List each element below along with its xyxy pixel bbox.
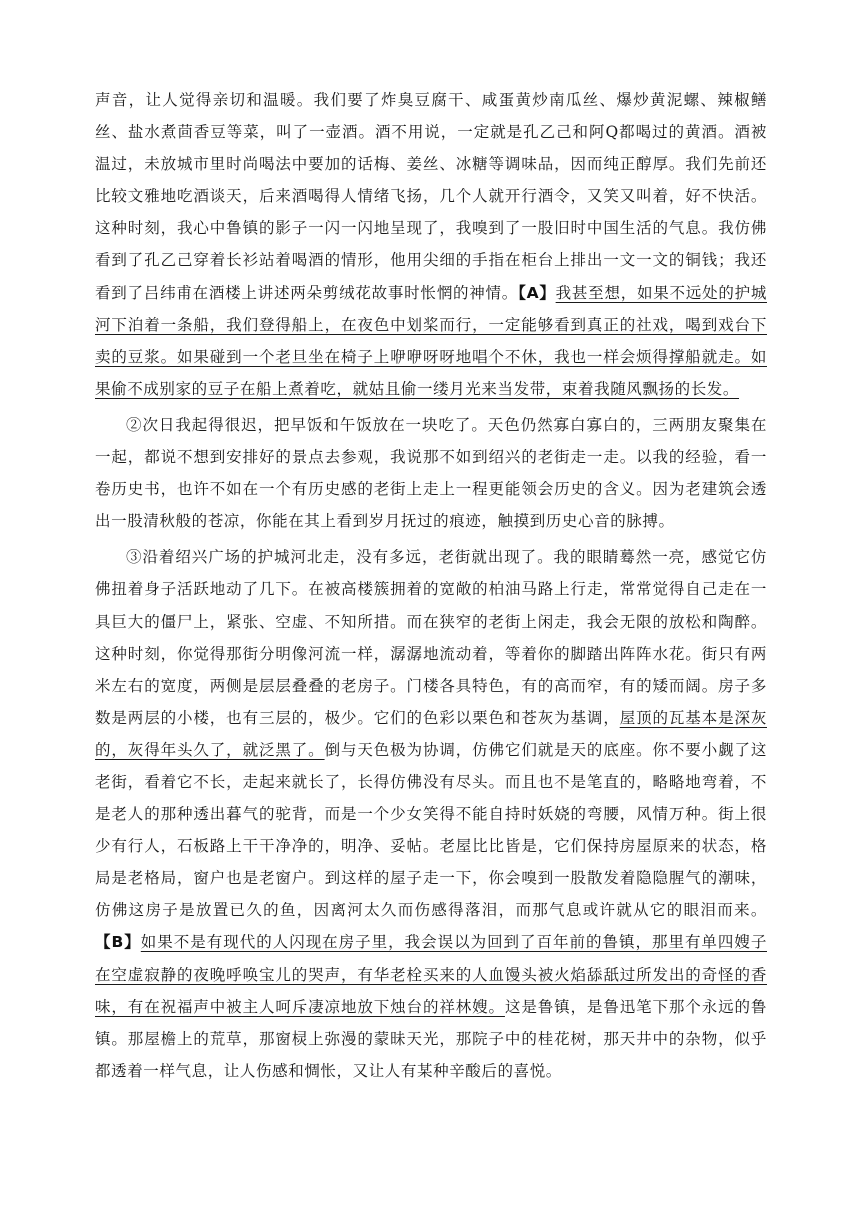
marker-a: 【A】 <box>518 283 556 302</box>
paragraph-3-text-middle: 倒与天色极为协调，仿佛它们就是天的底座。你不要小觑了这老街，看着它不长，走起来就长了，长得仿佛没有尽头。而且也不是笔直的，略略地弯着，不是老人的那种透出暮气的驼背，而是一个少女笑得不能自持时妖娆的弯腰，风情万种。街上很少有行人，石板路上干干净净的，明净、妥帖。老屋比比皆是，它们保持房屋原来的状态，格局是老格局，窗户也是老窗户。到这样的屋子走一下，你会嗅到一股散发着隐隐腥气的潮味，仿佛这房子是放置已久的鱼，因离河太久而伤感得落泪，而那气息或许就从它的眼泪而来。 <box>95 740 768 920</box>
paragraph-3-text-end: 这是鲁镇，是鲁迅笔下那个永远的鲁镇。那屋檐上的荒草，那窗棂上弥漫的蒙昧天光，那院子中的桂花树，那天井中的杂物，似乎都透着一样气息，让人伤感和惆怅，又让人有某种辛酸后的喜悦。 <box>95 997 767 1080</box>
underlined-passage-a: 我甚至想，如果不远处的护城河下泊着一条船，我们登得船上，在夜色中划桨而行，一定能够看到真正的社戏，喝到戏台下卖的豆浆。如果碰到一个老旦坐在椅子上咿咿呀呀地唱个不休，我也一样会烦得撑船就走。如果偷不成别家的豆子在船上煮着吃，就姑且偷一缕月光来当发带，束着我随风飘扬的长发。 <box>95 283 767 398</box>
marker-b: 【B】 <box>95 933 141 952</box>
paragraph-3 <box>95 541 767 1087</box>
document-page <box>95 84 767 1091</box>
paragraph-1 <box>95 84 767 405</box>
paragraph-3-text-start: ③沿着绍兴广场的护城河北走，没有多远，老街就出现了。我的眼睛蓦然一亮，感觉它仿佛扭着身子活跃地动了几下。在被高楼簇拥着的宽敞的柏油马路上行走，常常觉得自己走在一具巨大的僵尸上，紧张、空虚、不知所措。而在狭窄的老街上闲走，我会无限的放松和陶醉。这种时刻，你觉得那街分明像河流一样，潺潺地流动着，等着你的脚踏出阵阵水花。街只有两米左右的宽度，两侧是层层叠叠的老房子。门楼各具特色，有的高而窄，有的矮而阔。房子多数是两层的小楼，也有三层的，极少。它们的色彩以栗色和苍灰为基调， <box>95 548 767 727</box>
underlined-sentence-roof: 屋顶的瓦基本是深灰的，灰得年头久了，就泛黑了。 <box>95 708 767 759</box>
paragraph-2-text: ②次日我起得很迟，把早饭和午饭放在一块吃了。天色仍然寡白寡白的，三两朋友聚集在一起，都说不想到安排好的景点去参观，我说那不如到绍兴的老街走一走。以我的经验，看一卷历史书，也许不如在一个有历史感的老街上走上一程更能领会历史的含义。因为老建筑会透出一股清秋般的苍凉，你能在其上看到岁月抚过的痕迹，触摸到历史心音的脉搏。 <box>95 415 767 531</box>
paragraph-1-text: 声音，让人觉得亲切和温暖。我们要了炸臭豆腐干、咸蛋黄炒南瓜丝、爆炒黄泥螺、辣椒鳝丝、盐水煮茴香豆等菜，叫了一壶酒。酒不用说，一定就是孔乙己和阿Q都喝过的黄酒。酒被温过，未放城市里时尚喝法中要加的话梅、姜丝、冰糖等调味品，因而纯正醇厚。我们先前还比较文雅地吃酒谈天，后来酒喝得人情绪飞扬，几个人就开行酒令，又笑又叫着，好不快活。这种时刻，我心中鲁镇的影子一闪一闪地呈现了，我嗅到了一股旧时中国生活的气息。我仿佛看到了孔乙己穿着长衫站着喝酒的情形，他用尖细的手指在柜台上排出一文一文的铜钱；我还看到了吕纬甫在酒楼上讲述两朵剪绒花故事时怅惘的神情。 <box>95 91 767 302</box>
paragraph-2 <box>95 409 767 537</box>
underlined-passage-b: 如果不是有现代的人闪现在房子里，我会误以为回到了百年前的鲁镇，那里有单四嫂子在空虚寂静的夜晚呼唤宝儿的哭声，有华老栓买来的人血馒头被火焰舔舐过所发出的奇怪的香味，有在祝福声中被主人呵斥凄凉地放下烛台的祥林嫂。 <box>95 933 767 1016</box>
